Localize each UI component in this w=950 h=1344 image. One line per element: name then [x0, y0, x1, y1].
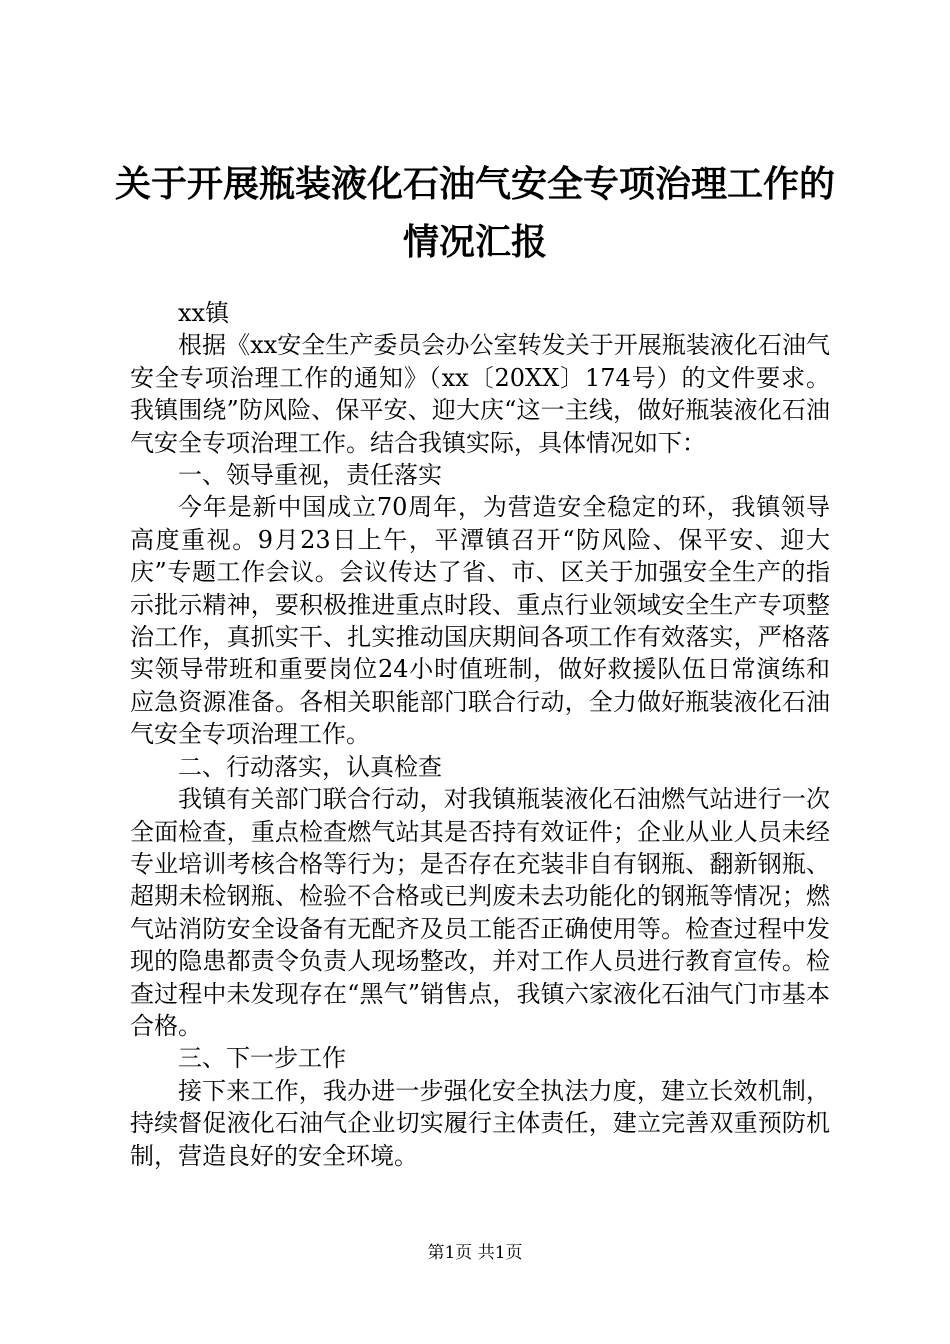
section-heading-3: 三、下一步工作 [178, 1044, 346, 1073]
document-title [100, 155, 850, 271]
section-3-paragraph: 接下来工作，我办进一步强化安全执法力度，建立长效机制，持续督促液化石油气企业切实履行主体责任，建立完善双重预防机制，营造良好的安全环境。 [130, 1076, 830, 1170]
section-heading-1: 一、领导重视，责任落实 [178, 461, 442, 490]
title-line-1: 关于开展瓶装液化石油气安全专项治理工作的 [114, 163, 835, 205]
document-body [130, 297, 830, 1172]
section-1-paragraph: 今年是新中国成立70周年，为营造安全稳定的环，我镇领导高度重视。9月23日上午，平潭镇召开“防风险、保平安、迎大庆”专题工作会议。会议传达了省、市、区关于加强安全生产的指示批示精神，要积极推进重点时段、重点行业领域安全生产专项整治工作，真抓实干、扎实推动国庆期间各项工作有效落实，严格落实领导带班和重要岗位24小时值班制，做好救援队伍日常演练和应急资源准备。各相关职能部门联合行动，全力做好瓶装液化石油气安全专项治理工作。 [130, 493, 830, 749]
section-2-paragraph: 我镇有关部门联合行动，对我镇瓶装液化石油燃气站进行一次全面检查，重点检查燃气站其是否持有效证件；企业从业人员未经专业培训考核合格等行为；是否存在充装非自有钢瓶、翻新钢瓶、超期未检钢瓶、检验不合格或已判废未去功能化的钢瓶等情况；燃气站消防安全设备有无配齐及员工能否正确使用等。检查过程中发现的隐患都责令负责人现场整改，并对工作人员进行教育宣传。检查过程中未发现存在“黑气”销售点，我镇六家液化石油气门市基本合格。 [130, 785, 830, 1040]
page-footer: 第1页 共1页 [427, 1243, 523, 1263]
intro-paragraph: 根据《xx安全生产委员会办公室转发关于开展瓶装液化石油气安全专项治理工作的通知》（xx〔20XX〕174号）的文件要求。我镇围绕”防风险、保平安、迎大庆“这一主线，做好瓶装液化石油气安全专项治理工作。结合我镇实际，具体情况如下： [130, 331, 830, 457]
addressee: xx镇 [178, 299, 230, 327]
title-line-2: 情况汇报 [402, 221, 547, 263]
section-heading-2: 二、行动落实，认真检查 [178, 752, 442, 781]
